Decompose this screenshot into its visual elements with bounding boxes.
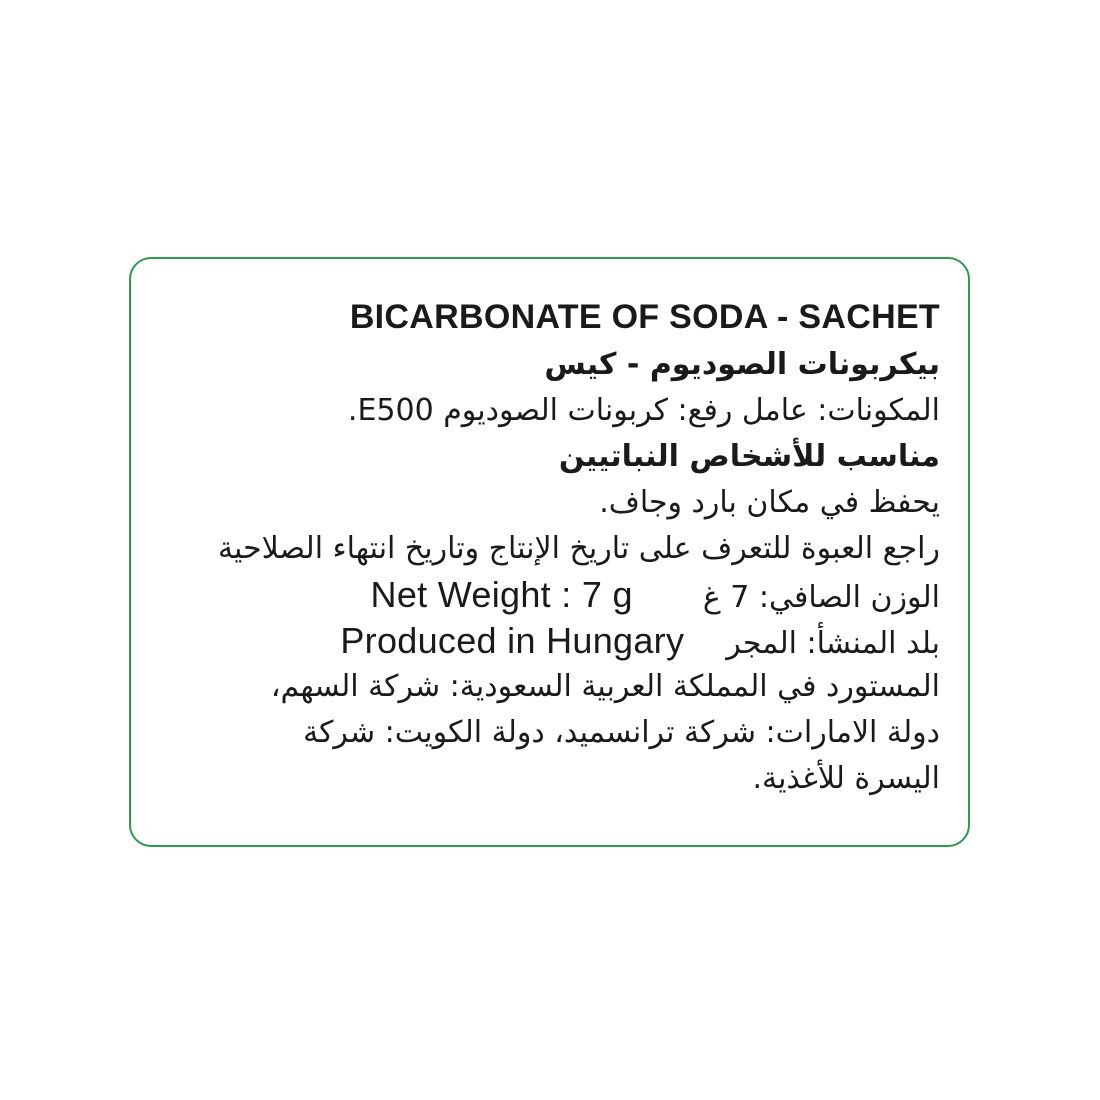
net-weight-row <box>140 572 940 618</box>
product-title-arabic: بيكربونات الصوديوم - كيس <box>544 347 940 382</box>
ingredients-text: المكونات: عامل رفع: كربونات الصوديوم E500. <box>347 393 940 428</box>
net-weight-english: Net Weight : 7 g <box>370 574 633 615</box>
net-weight-arabic: الوزن الصافي: 7 غ <box>702 580 940 615</box>
vegan-suitability-text: مناسب للأشخاص النباتيين <box>558 439 940 474</box>
date-reference-text: راجع العبوة للتعرف على تاريخ الإنتاج وتاريخ انتهاء الصلاحية <box>217 531 940 566</box>
origin-row <box>140 618 940 664</box>
product-title-english: BICARBONATE OF SODA - SACHET <box>349 298 940 336</box>
importer-line-2: دولة الامارات: شركة ترانسميد، دولة الكويت: شركة <box>303 715 940 750</box>
label-content <box>140 292 940 802</box>
importer-line-1: المستورد في المملكة العربية السعودية: شركة السهم، <box>270 669 940 704</box>
origin-arabic: بلد المنشأ: المجر <box>726 626 940 661</box>
importer-line-3: اليسرة للأغذية. <box>752 761 940 796</box>
storage-instructions: يحفظ في مكان بارد وجاف. <box>599 485 940 520</box>
origin-english: Produced in Hungary <box>340 620 685 661</box>
